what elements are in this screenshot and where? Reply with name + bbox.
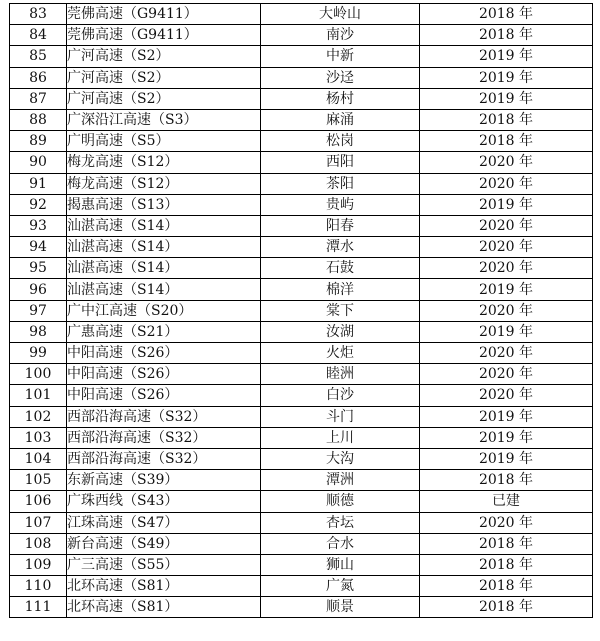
row-number-cell: 87 — [10, 88, 67, 109]
road-name-cell: 梅龙高速（S12） — [67, 152, 261, 173]
table-row — [10, 427, 593, 448]
row-number-cell: 97 — [10, 300, 67, 321]
row-number-cell: 108 — [10, 533, 67, 554]
row-number-cell: 107 — [10, 512, 67, 533]
road-name-cell: 新台高速（S49） — [67, 533, 261, 554]
road-name-cell: 莞佛高速（G9411） — [67, 4, 261, 25]
table-row — [10, 194, 593, 215]
road-name-cell: 西部沿海高速（S32） — [67, 427, 261, 448]
station-name-cell: 合水 — [261, 533, 420, 554]
year-cell: 2019 年 — [420, 46, 593, 67]
table-row — [10, 46, 593, 67]
station-name-cell: 睦洲 — [261, 364, 420, 385]
station-name-cell: 白沙 — [261, 385, 420, 406]
station-name-cell: 潭水 — [261, 237, 420, 258]
station-name-cell: 茶阳 — [261, 173, 420, 194]
road-name-cell: 汕湛高速（S14） — [67, 237, 261, 258]
row-number-cell: 91 — [10, 173, 67, 194]
table-body — [10, 4, 593, 618]
table-row — [10, 300, 593, 321]
year-cell: 2020 年 — [420, 258, 593, 279]
row-number-cell: 106 — [10, 491, 67, 512]
table-row — [10, 67, 593, 88]
station-name-cell: 狮山 — [261, 554, 420, 575]
table-row — [10, 533, 593, 554]
station-name-cell: 棉洋 — [261, 279, 420, 300]
station-name-cell: 斗门 — [261, 406, 420, 427]
row-number-cell: 85 — [10, 46, 67, 67]
station-name-cell: 南沙 — [261, 25, 420, 46]
row-number-cell: 105 — [10, 470, 67, 491]
row-number-cell: 110 — [10, 576, 67, 597]
service-station-table — [9, 3, 593, 618]
station-name-cell: 石鼓 — [261, 258, 420, 279]
station-name-cell: 广氮 — [261, 576, 420, 597]
row-number-cell: 102 — [10, 406, 67, 427]
table-row — [10, 25, 593, 46]
road-name-cell: 西部沿海高速（S32） — [67, 406, 261, 427]
row-number-cell: 93 — [10, 215, 67, 236]
row-number-cell: 88 — [10, 109, 67, 130]
table-row — [10, 491, 593, 512]
year-cell: 2020 年 — [420, 300, 593, 321]
station-name-cell: 贵屿 — [261, 194, 420, 215]
station-name-cell: 阳春 — [261, 215, 420, 236]
year-cell: 2019 年 — [420, 321, 593, 342]
road-name-cell: 广明高速（S5） — [67, 131, 261, 152]
year-cell: 2020 年 — [420, 364, 593, 385]
table-row — [10, 343, 593, 364]
station-name-cell: 上川 — [261, 427, 420, 448]
table-row — [10, 173, 593, 194]
road-name-cell: 广三高速（S55） — [67, 554, 261, 575]
year-cell: 2019 年 — [420, 279, 593, 300]
row-number-cell: 104 — [10, 448, 67, 469]
road-name-cell: 汕湛高速（S14） — [67, 258, 261, 279]
year-cell: 2019 年 — [420, 194, 593, 215]
station-name-cell: 中新 — [261, 46, 420, 67]
row-number-cell: 94 — [10, 237, 67, 258]
row-number-cell: 109 — [10, 554, 67, 575]
row-number-cell: 84 — [10, 25, 67, 46]
table-row — [10, 321, 593, 342]
year-cell: 2018 年 — [420, 109, 593, 130]
station-name-cell: 顺景 — [261, 597, 420, 618]
year-cell: 2020 年 — [420, 385, 593, 406]
station-name-cell: 杏坛 — [261, 512, 420, 533]
year-cell: 2018 年 — [420, 597, 593, 618]
station-name-cell: 汝湖 — [261, 321, 420, 342]
table-row — [10, 597, 593, 618]
table-row — [10, 448, 593, 469]
station-name-cell: 顺德 — [261, 491, 420, 512]
year-cell: 2020 年 — [420, 512, 593, 533]
station-name-cell: 西阳 — [261, 152, 420, 173]
road-name-cell: 江珠高速（S47） — [67, 512, 261, 533]
road-name-cell: 莞佛高速（G9411） — [67, 25, 261, 46]
road-name-cell: 广珠西线（S43） — [67, 491, 261, 512]
station-name-cell: 松岗 — [261, 131, 420, 152]
row-number-cell: 83 — [10, 4, 67, 25]
road-name-cell: 揭惠高速（S13） — [67, 194, 261, 215]
year-cell: 2019 年 — [420, 427, 593, 448]
year-cell: 2020 年 — [420, 237, 593, 258]
year-cell: 2018 年 — [420, 131, 593, 152]
table-row — [10, 470, 593, 491]
row-number-cell: 111 — [10, 597, 67, 618]
road-name-cell: 东新高速（S39） — [67, 470, 261, 491]
station-name-cell: 大沟 — [261, 448, 420, 469]
table-row — [10, 576, 593, 597]
road-name-cell: 广河高速（S2） — [67, 88, 261, 109]
table-row — [10, 4, 593, 25]
road-name-cell: 广中江高速（S20） — [67, 300, 261, 321]
row-number-cell: 90 — [10, 152, 67, 173]
row-number-cell: 92 — [10, 194, 67, 215]
road-name-cell: 汕湛高速（S14） — [67, 215, 261, 236]
year-cell: 2019 年 — [420, 88, 593, 109]
year-cell: 2019 年 — [420, 406, 593, 427]
station-name-cell: 潭洲 — [261, 470, 420, 491]
table-row — [10, 512, 593, 533]
station-name-cell: 麻涌 — [261, 109, 420, 130]
year-cell: 2018 年 — [420, 576, 593, 597]
table-row — [10, 406, 593, 427]
year-cell: 2020 年 — [420, 152, 593, 173]
table-row — [10, 215, 593, 236]
road-name-cell: 广深沿江高速（S3） — [67, 109, 261, 130]
table-row — [10, 131, 593, 152]
row-number-cell: 86 — [10, 67, 67, 88]
station-name-cell: 沙迳 — [261, 67, 420, 88]
table-row — [10, 258, 593, 279]
road-name-cell: 广河高速（S2） — [67, 46, 261, 67]
table-row — [10, 279, 593, 300]
road-name-cell: 中阳高速（S26） — [67, 385, 261, 406]
row-number-cell: 89 — [10, 131, 67, 152]
road-name-cell: 梅龙高速（S12） — [67, 173, 261, 194]
road-name-cell: 中阳高速（S26） — [67, 364, 261, 385]
year-cell: 2019 年 — [420, 448, 593, 469]
table-row — [10, 364, 593, 385]
year-cell: 2018 年 — [420, 4, 593, 25]
year-cell: 2020 年 — [420, 173, 593, 194]
road-name-cell: 广惠高速（S21） — [67, 321, 261, 342]
road-name-cell: 中阳高速（S26） — [67, 343, 261, 364]
station-name-cell: 大岭山 — [261, 4, 420, 25]
road-name-cell: 北环高速（S81） — [67, 597, 261, 618]
table-row — [10, 109, 593, 130]
row-number-cell: 98 — [10, 321, 67, 342]
station-name-cell: 杨村 — [261, 88, 420, 109]
year-cell: 2020 年 — [420, 343, 593, 364]
year-cell: 2018 年 — [420, 554, 593, 575]
row-number-cell: 99 — [10, 343, 67, 364]
road-name-cell: 汕湛高速（S14） — [67, 279, 261, 300]
row-number-cell: 101 — [10, 385, 67, 406]
station-name-cell: 棠下 — [261, 300, 420, 321]
road-name-cell: 广河高速（S2） — [67, 67, 261, 88]
year-cell: 2018 年 — [420, 470, 593, 491]
table-row — [10, 88, 593, 109]
table-row — [10, 152, 593, 173]
row-number-cell: 95 — [10, 258, 67, 279]
year-cell: 已建 — [420, 491, 593, 512]
row-number-cell: 100 — [10, 364, 67, 385]
station-name-cell: 火炬 — [261, 343, 420, 364]
year-cell: 2020 年 — [420, 215, 593, 236]
year-cell: 2019 年 — [420, 67, 593, 88]
road-name-cell: 北环高速（S81） — [67, 576, 261, 597]
row-number-cell: 103 — [10, 427, 67, 448]
table-row — [10, 385, 593, 406]
year-cell: 2018 年 — [420, 25, 593, 46]
table-row — [10, 554, 593, 575]
year-cell: 2018 年 — [420, 533, 593, 554]
row-number-cell: 96 — [10, 279, 67, 300]
road-name-cell: 西部沿海高速（S32） — [67, 448, 261, 469]
table-row — [10, 237, 593, 258]
